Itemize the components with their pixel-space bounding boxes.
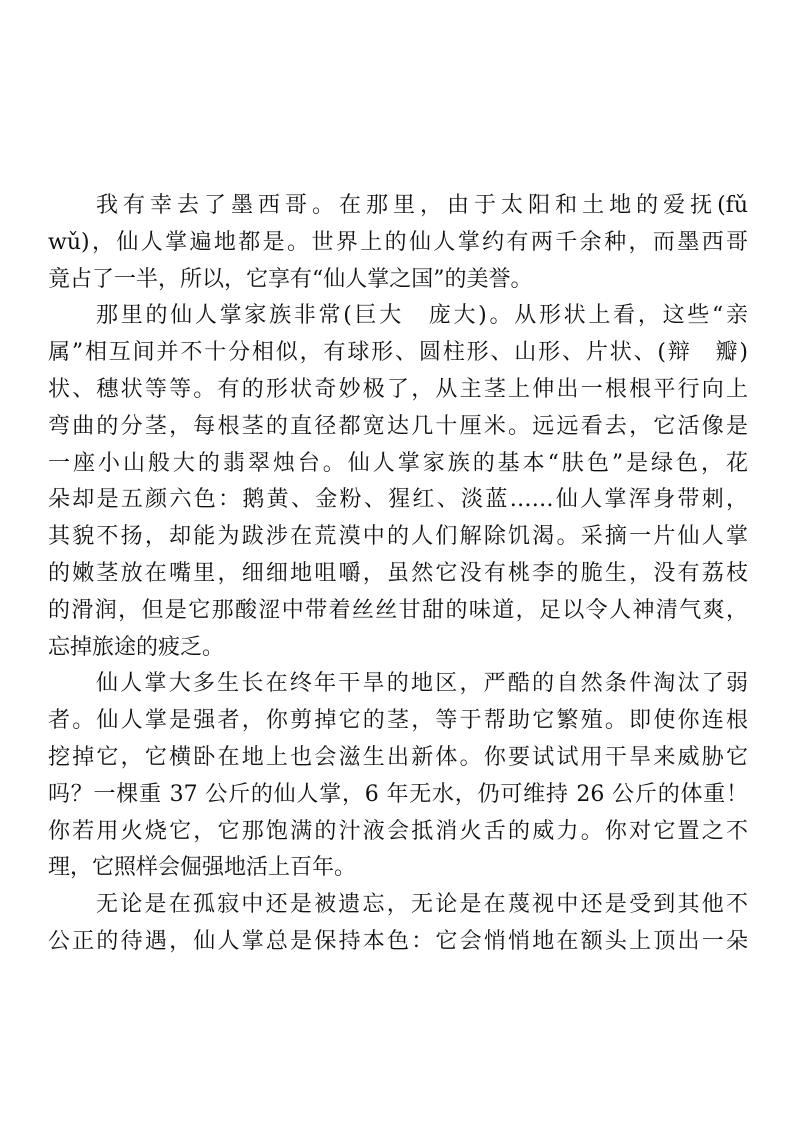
text-line: 其貌不扬，却能为跋涉在荒漠中的人们解除饥渴。采摘一片仙人掌 [48, 524, 748, 550]
text-line: 的滑润，但是它那酸涩中带着丝丝甘甜的味道，足以令人神清气爽， [48, 597, 748, 623]
paragraph-1 [48, 188, 748, 298]
article-body [48, 188, 748, 961]
text-line: 仙人掌大多生长在终年干旱的地区，严酷的自然条件淘汰了弱 [96, 671, 748, 697]
text-line: 竟占了一半，所以，它享有“仙人掌之国”的美誉。 [48, 266, 533, 292]
paragraph-3 [48, 666, 748, 887]
text-line: 吗？一棵重 37 公斤的仙人掌，6 年无水，仍可维持 26 公斤的体重！ [48, 781, 748, 807]
text-line: 忘掉旅途的疲乏。 [48, 634, 225, 660]
text-line: 一座小山般大的翡翠烛台。仙人掌家族的基本“肤色”是绿色，花 [48, 450, 748, 476]
text-line: 挖掉它，它横卧在地上也会滋生出新体。你要试试用干旱来威胁它 [48, 744, 748, 770]
text-line: wǔ)，仙人掌遍地都是。世界上的仙人掌约有两千余种，而墨西哥 [48, 229, 748, 255]
text-line: 的嫩茎放在嘴里，细细地咀嚼，虽然它没有桃李的脆生，没有荔枝 [48, 560, 748, 586]
text-line: 你若用火烧它，它那饱满的汁液会抵消火舌的威力。你对它置之不 [48, 818, 748, 844]
text-line: 者。仙人掌是强者，你剪掉它的茎，等于帮助它繁殖。即使你连根 [48, 708, 748, 734]
paragraph-4 [48, 887, 748, 961]
text-line: 理，它照样会倔强地活上百年。 [48, 855, 357, 881]
text-line: 无论是在孤寂中还是被遗忘，无论是在蔑视中还是受到其他不 [96, 892, 748, 918]
text-line: 我有幸去了墨西哥。在那里，由于太阳和土地的爱抚(fǔ [96, 193, 748, 218]
text-line: 属”相互间并不十分相似，有球形、圆柱形、山形、片状、(辩 瓣) [48, 340, 748, 366]
text-line: 公正的待遇，仙人掌总是保持本色：它会悄悄地在额头上顶出一朵 [48, 928, 748, 954]
text-line: 状、穗状等等。有的形状奇妙极了，从主茎上伸出一根根平行向上 [48, 376, 748, 402]
text-line: 朵却是五颜六色：鹅黄、金粉、猩红、淡蓝……仙人掌浑身带刺， [48, 487, 748, 513]
text-line: 弯曲的分茎，每根茎的直径都宽达几十厘米。远远看去，它活像是 [48, 413, 748, 439]
text-line: 那里的仙人掌家族非常(巨大 庞大)。从形状上看，这些“亲 [96, 303, 748, 329]
paragraph-2 [48, 298, 748, 666]
